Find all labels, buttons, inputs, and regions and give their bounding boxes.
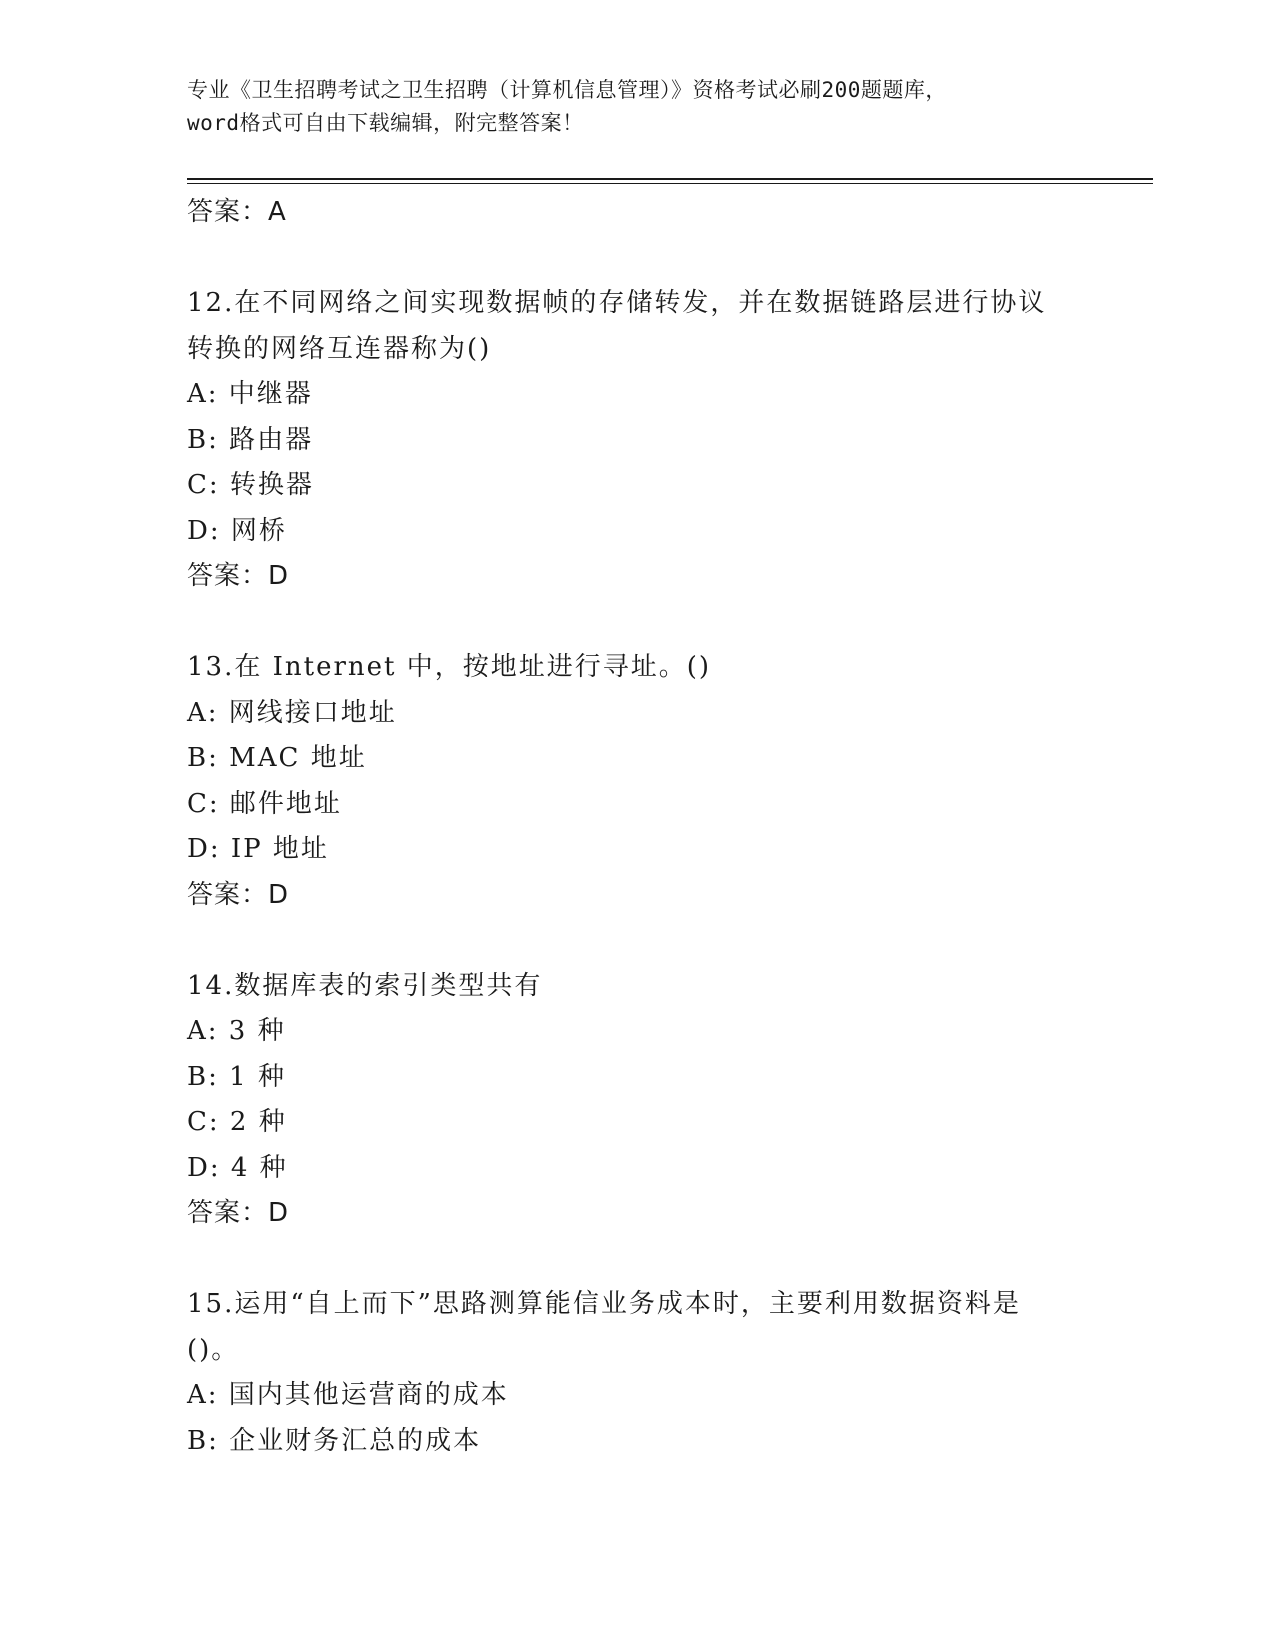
- spacer: [187, 918, 1087, 964]
- option-c: C: 转换器: [187, 470, 314, 500]
- option-a: A: 网线接口地址: [187, 697, 397, 728]
- question-stem: 15.运用“自上而下”思路测算能信业务成本时，主要利用数据资料是: [187, 1289, 1021, 1319]
- question-15: [187, 1282, 1087, 1464]
- header-divider-thick: [187, 178, 1153, 180]
- question-13: [187, 645, 1087, 918]
- question-14: [187, 964, 1087, 1237]
- document-header: [187, 74, 1087, 140]
- question-stem-continued: 转换的网络互连器称为(): [187, 333, 492, 364]
- option-a: A: 国内其他运营商的成本: [187, 1380, 509, 1410]
- answer: 答案：D: [187, 561, 290, 591]
- spacer: [187, 236, 1087, 282]
- answer: 答案：D: [187, 879, 290, 910]
- question-12: [187, 281, 1087, 600]
- option-d: D: 4 种: [187, 1152, 288, 1183]
- option-b: B: 路由器: [187, 424, 314, 455]
- spacer: [187, 600, 1087, 646]
- option-d: D: IP 地址: [187, 834, 329, 864]
- option-c: C: 2 种: [187, 1107, 287, 1137]
- option-b: B: MAC 地址: [187, 743, 367, 773]
- answer: 答案：D: [187, 1198, 290, 1228]
- question-stem: 12.在不同网络之间实现数据帧的存储转发，并在数据链路层进行协议: [187, 288, 1047, 318]
- previous-answer: 答案：A: [187, 197, 287, 227]
- question-stem: 13.在 Internet 中，按地址进行寻址。(): [187, 652, 712, 682]
- option-b: B: 企业财务汇总的成本: [187, 1425, 482, 1456]
- option-b: B: 1 种: [187, 1061, 286, 1092]
- option-d: D: 网桥: [187, 515, 287, 546]
- option-a: A: 中继器: [187, 379, 313, 409]
- question-stem: 14.数据库表的索引类型共有: [187, 970, 543, 1001]
- option-c: C: 邮件地址: [187, 788, 342, 819]
- header-divider-thin: [187, 183, 1153, 184]
- question-list: [187, 190, 1087, 1464]
- spacer: [187, 1237, 1087, 1283]
- header-title-line-1: 专业《卫生招聘考试之卫生招聘（计算机信息管理）》资格考试必刷200题题库，: [187, 78, 947, 102]
- question-stem-continued: ()。: [187, 1334, 240, 1365]
- option-a: A: 3 种: [187, 1016, 286, 1046]
- header-title-line-2: word格式可自由下载编辑，附完整答案！: [187, 111, 584, 135]
